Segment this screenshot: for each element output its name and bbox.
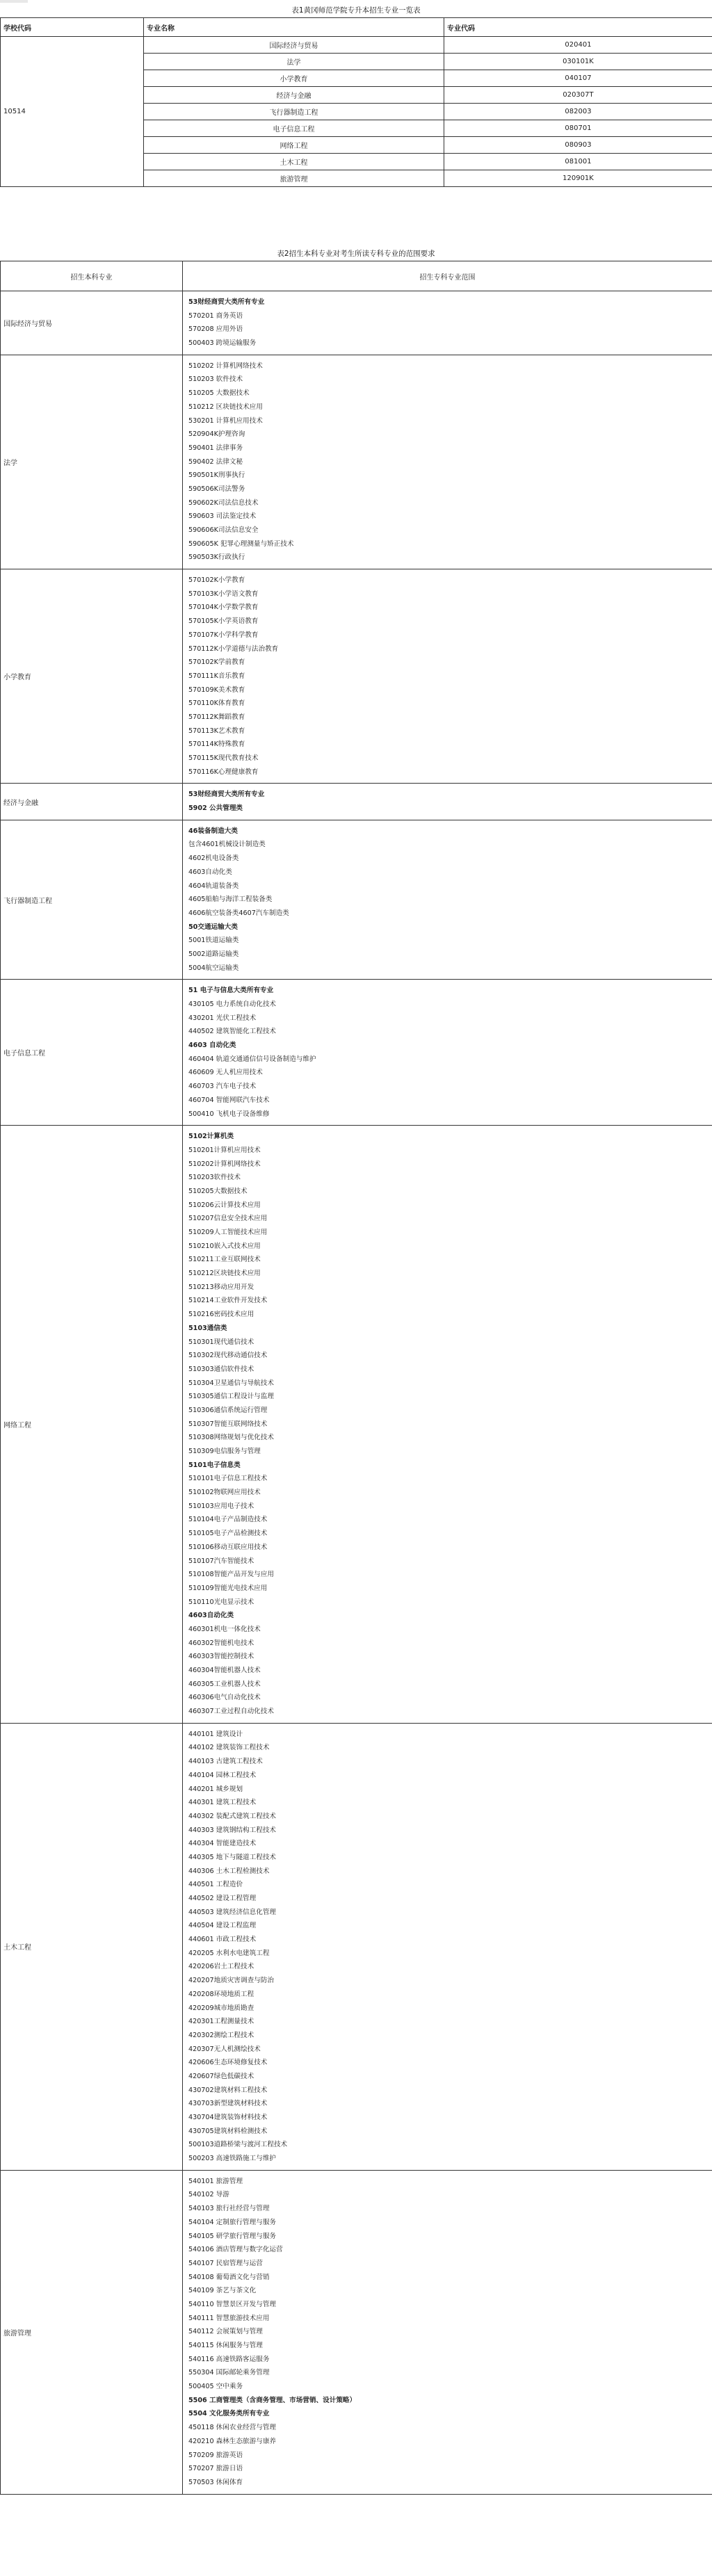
college-major-item: 540109 茶艺与茶文化 [188, 2287, 257, 2295]
college-major-item: 440305 地下与隧道工程技术 [188, 1853, 277, 1861]
college-major-item: 5002道路运输类 [188, 950, 239, 958]
college-major-item: 430704建筑装饰材料技术 [188, 2114, 268, 2121]
college-major-item: 510309电信服务与管理 [188, 1448, 261, 1455]
college-major-item: 510107汽车智能技术 [188, 1557, 254, 1565]
major-category-item: 5902 公共管理类 [188, 804, 243, 813]
college-major-item: 590506K司法警务 [188, 485, 245, 493]
college-major-item: 540101 旅游管理 [188, 2177, 243, 2185]
college-major-item: 510207信息安全技术应用 [188, 1215, 268, 1223]
college-major-item: 540106 酒店管理与数字化运营 [188, 2246, 283, 2254]
college-major-item: 510308网络规划与优化技术 [188, 1434, 274, 1442]
college-major-item: 510108智能产品开发与应用 [188, 1571, 274, 1579]
college-major-item: 540102 导游 [188, 2191, 229, 2199]
table2-row [1, 355, 712, 569]
college-major-item: 570107K小学科学教育 [188, 631, 259, 639]
college-major-item: 440504 建设工程监理 [188, 1922, 257, 1930]
major-code-cell: 030101K [444, 54, 712, 70]
college-major-list [183, 1126, 712, 1724]
college-major-item: 510303通信软件技术 [188, 1365, 254, 1373]
college-major-item: 440103 古建筑工程技术 [188, 1758, 263, 1766]
college-major-item: 460304智能机器人技术 [188, 1667, 261, 1674]
header-major-code: 专业代码 [444, 18, 712, 37]
college-major-item: 420208环境地质工程 [188, 1990, 254, 1998]
school-code-cell: 10514 [1, 37, 144, 187]
college-major-item: 510205 大数据技术 [188, 389, 250, 398]
college-major-item: 590402 法律文秘 [188, 457, 243, 466]
college-major-item: 430703新型建筑材料技术 [188, 2100, 268, 2108]
college-major-item: 430702建筑材料工程技术 [188, 2086, 268, 2094]
college-major-item: 440306 土木工程检测技术 [188, 1867, 270, 1875]
college-major-item: 440102 建筑装饰工程技术 [188, 1744, 270, 1752]
college-major-item: 540115 休闲服务与管理 [188, 2342, 263, 2349]
college-major-item: 510216密码技术应用 [188, 1311, 254, 1319]
major-name-cell: 旅游管理 [144, 170, 444, 187]
college-major-item: 570209 旅游英语 [188, 2451, 243, 2459]
college-major-item: 520904K护理咨询 [188, 430, 245, 439]
table1-caption: 表1黄冈师范学院专升本招生专业一览表 [291, 6, 421, 15]
college-major-item: 570111K音乐教育 [188, 672, 245, 680]
college-major-list [183, 355, 712, 569]
table2-row [1, 569, 712, 784]
table1-header [1, 18, 712, 37]
college-major-item: 570113K艺术教育 [188, 727, 245, 735]
top-strip [0, 0, 28, 3]
major-name-cell: 法学 [144, 54, 444, 70]
college-major-item: 4604轨道装备类 [188, 882, 239, 890]
major-category-item: 5102计算机类 [188, 1133, 234, 1141]
college-major-item: 420207地质灾害调查与防治 [188, 1977, 274, 1985]
college-major-item: 420307无人机测绘技术 [188, 2045, 261, 2053]
college-major-item: 570207 旅游日语 [188, 2465, 243, 2473]
college-major-item: 540105 研学旅行管理与服务 [188, 2232, 277, 2240]
table2-caption: 表2招生本科专业对考生所读专科专业的范围要求 [277, 250, 435, 258]
college-major-item: 540108 葡萄酒文化与营销 [188, 2273, 270, 2281]
college-major-item: 510212 区块链技术应用 [188, 403, 263, 411]
college-major-item: 460305工业机器人技术 [188, 1680, 261, 1688]
college-major-item: 590602K司法信息技术 [188, 499, 259, 507]
college-major-item: 440201 城乡规划 [188, 1785, 243, 1793]
major-name-cell: 网络工程 [144, 137, 444, 154]
college-major-item: 500410 飞机电子设备维修 [188, 1110, 270, 1118]
undergrad-major-cell: 电子信息工程 [1, 980, 183, 1126]
college-major-item: 510101电子信息工程技术 [188, 1475, 268, 1483]
college-major-item: 510214工业软件开发技术 [188, 1297, 268, 1305]
major-name-cell: 电子信息工程 [144, 120, 444, 137]
college-major-list [183, 291, 712, 355]
college-major-item: 540104 定制旅行管理与服务 [188, 2218, 277, 2226]
college-major-item: 4602机电设备类 [188, 854, 239, 863]
college-major-item: 510209人工智能技术应用 [188, 1229, 268, 1236]
table1 [0, 17, 712, 187]
college-major-item: 590501K刑事执行 [188, 471, 245, 480]
major-code-cell: 020401 [444, 37, 712, 54]
college-major-item: 440501 工程造价 [188, 1881, 243, 1889]
undergrad-major-cell: 小学教育 [1, 569, 183, 784]
college-major-item: 460303智能控制技术 [188, 1653, 254, 1661]
college-major-item: 460306电气自动化技术 [188, 1694, 261, 1702]
college-major-item: 460404 轨道交通通信信号设备制造与维护 [188, 1055, 316, 1063]
college-major-list [183, 2170, 712, 2494]
college-major-item: 510103应用电子技术 [188, 1502, 254, 1510]
major-code-cell: 082003 [444, 104, 712, 120]
college-major-item: 包含4601机械设计制造类 [188, 841, 266, 849]
college-major-item: 440304 智能建造技术 [188, 1840, 257, 1848]
college-major-item: 420301工程测量技术 [188, 2018, 254, 2026]
college-major-item: 590503K行政执行 [188, 553, 245, 562]
major-code-cell: 081001 [444, 154, 712, 170]
college-major-item: 440101 建筑设计 [188, 1730, 243, 1738]
college-major-item: 510306通信系统运行管理 [188, 1406, 268, 1414]
table2-row [1, 291, 712, 355]
college-major-item: 440503 建筑经济信息化管理 [188, 1908, 277, 1916]
college-major-item: 420606生态环境修复技术 [188, 2059, 268, 2067]
college-major-item: 510202计算机网络技术 [188, 1160, 261, 1168]
college-major-item: 510212区块链技术应用 [188, 1270, 261, 1278]
college-major-list [183, 980, 712, 1126]
college-major-item: 570114K特殊教育 [188, 740, 245, 749]
major-category-item: 51 电子与信息大类所有专业 [188, 987, 274, 995]
college-major-item: 4606航空装备类4607汽车制造类 [188, 909, 289, 917]
college-major-list [183, 784, 712, 820]
college-major-item: 430201 光伏工程技术 [188, 1014, 257, 1022]
college-major-item: 590606K司法信息安全 [188, 526, 259, 534]
college-major-item: 540116 高速铁路客运服务 [188, 2355, 270, 2363]
table2-row [1, 980, 712, 1126]
college-major-item: 540110 智慧景区开发与管理 [188, 2300, 277, 2308]
college-major-item: 570116K心理健康教育 [188, 768, 259, 776]
table2 [0, 261, 712, 2495]
college-major-item: 530201 计算机应用技术 [188, 416, 263, 425]
major-category-item: 46装备制造大类 [188, 827, 238, 835]
college-major-item: 570109K美术教育 [188, 686, 245, 694]
college-major-item: 540107 民宿管理与运营 [188, 2259, 263, 2267]
college-major-item: 510203软件技术 [188, 1174, 241, 1182]
college-major-item: 500103道路桥梁与渡河工程技术 [188, 2141, 288, 2149]
college-major-item: 5001铁道运输类 [188, 937, 239, 945]
college-major-item: 510302现代移动通信技术 [188, 1352, 268, 1360]
college-major-item: 460302智能机电技术 [188, 1639, 254, 1647]
college-major-item: 460704 智能网联汽车技术 [188, 1096, 270, 1104]
college-major-item: 440502 建设工程管理 [188, 1895, 257, 1902]
college-major-item: 570103K小学语文教育 [188, 590, 259, 598]
college-major-item: 510205大数据技术 [188, 1187, 248, 1195]
undergrad-major-cell: 土木工程 [1, 1723, 183, 2170]
major-category-item: 4603 自动化类 [188, 1042, 236, 1050]
college-major-item: 460609 无人机应用技术 [188, 1069, 263, 1077]
college-major-item: 420209城市地质勘查 [188, 2004, 254, 2012]
major-code-cell: 040107 [444, 70, 712, 87]
college-major-item: 510110光电显示技术 [188, 1598, 254, 1606]
college-major-item: 590603 司法鉴定技术 [188, 512, 257, 521]
major-code-cell: 080903 [444, 137, 712, 154]
college-major-item: 450118 休闲农业经营与管理 [188, 2424, 277, 2432]
college-major-item: 4605船舶与海洋工程装备类 [188, 896, 273, 904]
college-major-item: 570105K小学英语教育 [188, 617, 259, 626]
college-major-item: 460703 汽车电子技术 [188, 1083, 257, 1091]
college-major-item: 460307工业过程自动化技术 [188, 1708, 274, 1716]
college-major-item: 510213移动应用开发 [188, 1283, 254, 1291]
major-category-item: 50交通运输大类 [188, 923, 238, 931]
college-major-item: 540111 智慧旅游技术应用 [188, 2314, 270, 2322]
college-major-item: 570201 商务英语 [188, 311, 243, 320]
college-major-item: 5004航空运输类 [188, 964, 239, 972]
college-major-item: 510203 软件技术 [188, 375, 243, 384]
college-major-item: 420210 森林生态旅游与康养 [188, 2437, 277, 2445]
college-major-item: 510201计算机应用技术 [188, 1146, 261, 1154]
college-major-item: 570104K小学数学教育 [188, 604, 259, 612]
college-major-item: 510202 计算机网络技术 [188, 362, 263, 370]
header-undergrad-major: 招生本科专业 [1, 261, 183, 291]
college-major-item: 590605K 犯罪心理测量与矫正技术 [188, 540, 294, 548]
header-school-code: 学校代码 [1, 18, 144, 37]
major-category-item: 53财经商贸大类所有专业 [188, 791, 265, 799]
college-major-item: 510104电子产品制造技术 [188, 1516, 268, 1524]
major-category-item: 53财经商贸大类所有专业 [188, 298, 265, 306]
college-major-item: 570112K舞蹈教育 [188, 713, 245, 721]
table2-row [1, 2170, 712, 2494]
college-major-item: 500405 空中乘务 [188, 2383, 243, 2391]
major-code-cell: 020307T [444, 87, 712, 104]
undergrad-major-cell: 经济与金融 [1, 784, 183, 820]
major-name-cell: 飞行器制造工程 [144, 104, 444, 120]
college-major-list [183, 569, 712, 784]
table2-row [1, 1723, 712, 2170]
table2-header [1, 261, 712, 291]
college-major-item: 420205 水利水电建筑工程 [188, 1949, 270, 1957]
undergrad-major-cell: 国际经济与贸易 [1, 291, 183, 355]
college-major-item: 540103 旅行社经营与管理 [188, 2205, 270, 2213]
college-major-item: 590401 法律事务 [188, 444, 243, 452]
college-major-item: 570115K现代教育技术 [188, 754, 259, 762]
college-major-item: 550304 国际邮轮乘务管理 [188, 2369, 270, 2377]
major-code-cell: 120901K [444, 170, 712, 187]
header-college-major-range: 招生专科专业范围 [183, 261, 712, 291]
college-major-item: 500403 跨境运输服务 [188, 339, 257, 348]
college-major-item: 440301 建筑工程技术 [188, 1799, 257, 1807]
table2-row [1, 784, 712, 820]
undergrad-major-cell: 网络工程 [1, 1126, 183, 1724]
college-major-item: 510211工业互联网技术 [188, 1256, 261, 1264]
major-name-cell: 经济与金融 [144, 87, 444, 104]
college-major-item: 420206岩土工程技术 [188, 1963, 254, 1971]
college-major-item: 570503 休闲体育 [188, 2478, 243, 2486]
college-major-item: 440502 建筑智能化工程技术 [188, 1028, 277, 1036]
college-major-list [183, 820, 712, 980]
major-category-item: 4603自动化类 [188, 1612, 234, 1620]
college-major-item: 570102K小学教育 [188, 576, 245, 585]
college-major-item: 440601 市政工程技术 [188, 1936, 257, 1944]
college-major-item: 4603自动化类 [188, 868, 232, 876]
college-major-item: 430705建筑材料检测技术 [188, 2127, 268, 2135]
college-major-item: 510305通信工程设计与监理 [188, 1393, 274, 1401]
college-major-item: 420302测绘工程技术 [188, 2031, 254, 2039]
major-category-item: 5506 工商管理类（含商务管理、市场营销、设计策略） [188, 2396, 357, 2404]
major-name-cell: 土木工程 [144, 154, 444, 170]
college-major-item: 540112 会展策划与管理 [188, 2328, 263, 2336]
college-major-item: 500203 高速铁路施工与维护 [188, 2155, 277, 2163]
college-major-item: 430105 电力系统自动化技术 [188, 1001, 277, 1008]
college-major-item: 510206云计算技术应用 [188, 1201, 261, 1209]
major-name-cell: 小学教育 [144, 70, 444, 87]
college-major-item: 510109智能光电技术应用 [188, 1584, 268, 1592]
college-major-item: 570110K体育教育 [188, 699, 245, 708]
college-major-item: 510106移动互联应用技术 [188, 1543, 268, 1551]
college-major-item: 510102物联网应用技术 [188, 1489, 261, 1497]
major-category-item: 5101电子信息类 [188, 1461, 241, 1469]
college-major-item: 510304卫星通信与导航技术 [188, 1379, 274, 1387]
college-major-item: 510105电子产品检测技术 [188, 1530, 268, 1538]
header-major-name: 专业名称 [144, 18, 444, 37]
college-major-item: 460301机电一体化技术 [188, 1625, 261, 1633]
college-major-item: 570112K小学道德与法治教育 [188, 645, 279, 653]
college-major-item: 510210嵌入式技术应用 [188, 1242, 261, 1250]
college-major-item: 570102K学前教育 [188, 658, 245, 667]
undergrad-major-cell: 旅游管理 [1, 2170, 183, 2494]
major-name-cell: 国际经济与贸易 [144, 37, 444, 54]
college-major-list [183, 1723, 712, 2170]
table1-row [1, 37, 712, 54]
college-major-item: 570208 应用外语 [188, 325, 243, 334]
major-category-item: 5103通信类 [188, 1324, 227, 1332]
major-code-cell: 080701 [444, 120, 712, 137]
undergrad-major-cell: 法学 [1, 355, 183, 569]
table2-row [1, 1126, 712, 1724]
college-major-item: 440104 园林工程技术 [188, 1771, 257, 1779]
college-major-item: 510307智能互联网络技术 [188, 1420, 268, 1428]
college-major-item: 510301现代通信技术 [188, 1338, 254, 1346]
undergrad-major-cell: 飞行器制造工程 [1, 820, 183, 980]
major-category-item: 5504 文化服务类所有专业 [188, 2410, 270, 2418]
college-major-item: 420607绿色低碳技术 [188, 2072, 254, 2080]
college-major-item: 440302 装配式建筑工程技术 [188, 1812, 277, 1820]
table2-row [1, 820, 712, 980]
college-major-item: 440303 建筑钢结构工程技术 [188, 1826, 277, 1834]
